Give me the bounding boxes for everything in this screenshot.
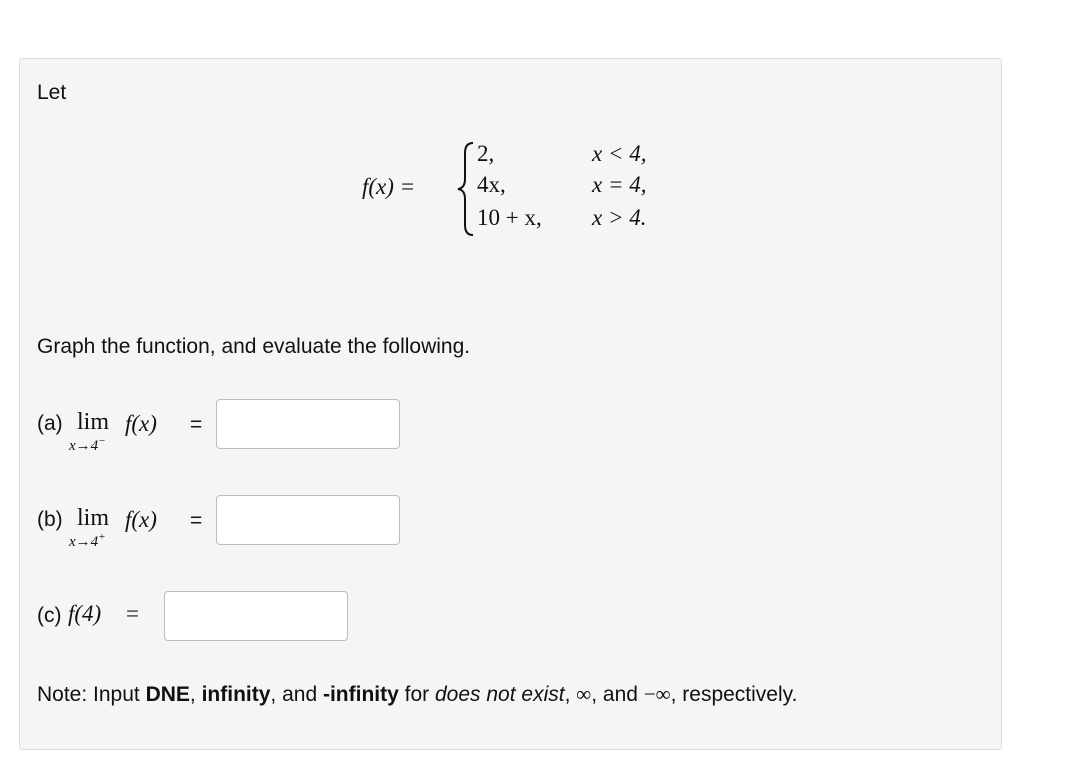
case-3-expr: 10 + x, [477,205,542,230]
part-a-subscript: x→4− [69,435,106,454]
case-2-cond: x = 4, [592,172,647,197]
part-b-subscript: x→4+ [69,531,106,550]
part-a-label: (a) [37,412,63,435]
part-c-label: (c) [37,604,62,627]
case-2-expr: 4x, [477,172,506,197]
note-neg-infinity: -infinity [322,683,399,706]
part-c-expr: f(4) [68,601,102,626]
left-brace-icon [457,141,475,237]
part-b-equals: = [190,509,203,532]
part-c-equals: = [126,601,139,626]
problem-card [19,58,1002,750]
instruction-text: Graph the function, and evaluate the following. [37,335,471,358]
part-a-answer-input[interactable] [216,399,400,449]
note-inf-symbol: ∞ [576,682,592,706]
note-infinity: infinity [201,683,271,706]
part-b-answer-input[interactable] [216,495,400,545]
case-1-expr: 2, [477,141,495,166]
note-dne-meaning: does not exist [434,683,565,706]
note-dne: DNE [145,683,190,706]
part-a-equals: = [190,413,203,436]
part-b-function: f(x) [125,507,157,532]
case-1-cond: x < 4, [592,141,647,166]
note-text: Note: Input DNE, infinity, and -infinity for does not exist, ∞, and −∞, respectively. [37,682,798,706]
part-c-answer-input[interactable] [164,591,348,641]
part-b-label: (b) [37,508,63,531]
part-a-function: f(x) [125,411,157,436]
part-a-lim: lim [77,409,110,435]
intro-text: Let [37,81,67,104]
function-lhs: f(x) = [362,174,416,199]
note-neg-inf-symbol: −∞ [643,682,671,706]
part-b-lim: lim [77,505,110,531]
case-3-cond: x > 4. [592,205,647,230]
